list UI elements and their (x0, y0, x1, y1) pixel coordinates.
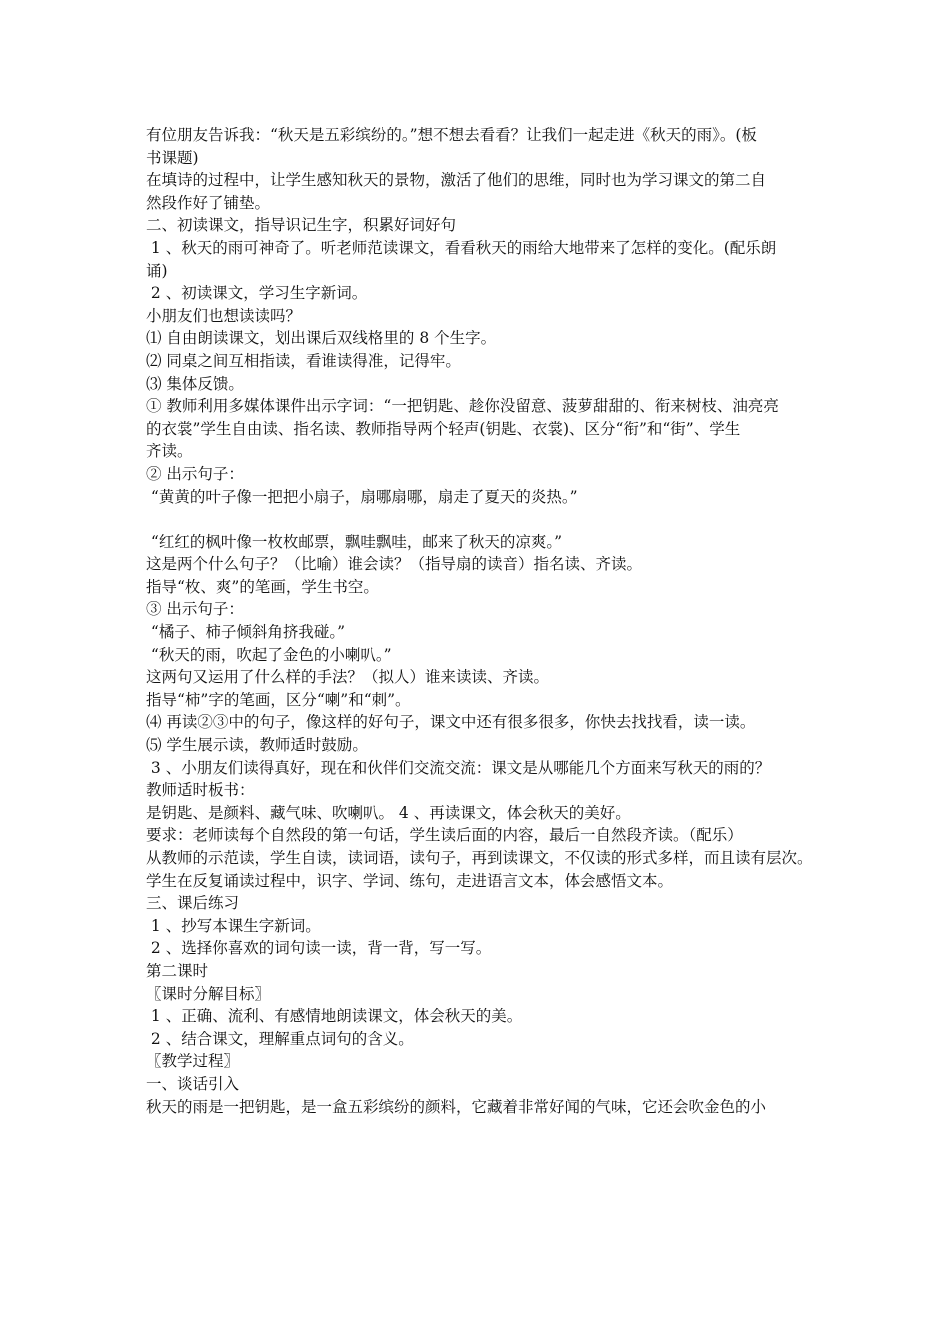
text-line: 是钥匙、是颜料、藏气味、吹喇叭。 4 、再读课文，体会秋天的美好。 (146, 803, 631, 822)
section-heading: 一、谈话引入 (146, 1074, 240, 1093)
quoted-sentence: “橘子、柿子倾斜角挤我碰。” (146, 623, 346, 642)
text-line: 小朋友们也想读读吗？ (146, 306, 302, 325)
text-line: 齐读。 (146, 442, 193, 461)
text-line: ⑸ 学生展示读，教师适时鼓励。 (146, 736, 368, 755)
section-heading: 〖教学过程〗 (146, 1052, 240, 1071)
text-line: 从教师的示范读，学生自读，读词语，读句子，再到读课文，不仅读的形式多样，而且读有层次。 (146, 849, 813, 867)
text-line: 要求：老师读每个自然段的第一句话，学生读后面的内容，最后一自然段齐读。（配乐） (146, 826, 743, 845)
section-heading: 二、初读课文，指导识记生字，积累好词好句 (146, 216, 457, 235)
text-line: 这两句又运用了什么样的手法？（拟人）谁来读读、齐读。 (146, 668, 550, 687)
quoted-sentence: “红红的枫叶像一枚枚邮票，飘哇飘哇，邮来了秋天的凉爽。” (146, 532, 563, 551)
text-line: ⑴ 自由朗读课文，划出课后双线格里的 8 个生字。 (146, 329, 497, 348)
text-line: 诵) (146, 261, 168, 280)
text-line: 1 、抄写本课生字新词。 (146, 916, 321, 935)
section-heading: 三、课后练习 (146, 894, 240, 913)
section-heading: 〖课时分解目标〗 (146, 984, 271, 1003)
text-line: ② 出示句子： (146, 464, 244, 483)
text-line: 1 、正确、流利、有感情地朗读课文，体会秋天的美。 (146, 1007, 523, 1026)
text-line: 这是两个什么句子？（比喻）谁会读？（指导扇的读音）指名读、齐读。 (146, 555, 643, 574)
section-heading: 第二课时 (146, 961, 209, 980)
text-line: ⑵ 同桌之间互相指读，看谁读得准，记得牢。 (146, 351, 461, 370)
text-line: 指导“柿”字的笔画，区分“喇”和“刺”。 (146, 690, 411, 709)
text-line: 学生在反复诵读过程中，识字、学词、练句，走进语言文本，体会感悟文本。 (146, 871, 674, 890)
text-line: 教师适时板书： (146, 781, 255, 800)
text-line: ③ 出示句子： (146, 600, 244, 619)
text-line: 2 、选择你喜欢的词句读一读，背一背，写一写。 (146, 939, 492, 958)
quoted-sentence: “秋天的雨，吹起了金色的小喇叭。” (146, 645, 392, 664)
text-line: 秋天的雨是一把钥匙，是一盒五彩缤纷的颜料，它藏着非常好闻的气味，它还会吹金色的小 (146, 1097, 767, 1116)
text-line: 2 、初读课文，学习生字新词。 (146, 284, 368, 303)
text-line: 书课题) (146, 148, 199, 167)
document-body (146, 124, 816, 1118)
text-line: 的衣裳”学生自由读、指名读、教师指导两个轻声(钥匙、衣裳)、区分“衔”和“街”、学生 (146, 419, 741, 438)
text-line: 有位朋友告诉我：“秋天是五彩缤纷的。”想不想去看看？让我们一起走进《秋天的雨》。(板 (146, 126, 757, 144)
text-line: ① 教师利用多媒体课件出示字词：“一把钥匙、趁你没留意、菠萝甜甜的、衔来树枝、油亮亮 (146, 397, 779, 416)
quoted-sentence: “黄黄的叶子像一把把小扇子，扇哪扇哪，扇走了夏天的炎热。” (146, 487, 578, 506)
text-line: ⑷ 再读②③中的句子，像这样的好句子，课文中还有很多很多，你快去找找看，读一读。 (146, 713, 756, 732)
text-line: ⑶ 集体反馈。 (146, 374, 244, 393)
text-line: 3 、小朋友们读得真好，现在和伙伴们交流交流：课文是从哪能几个方面来写秋天的雨的？ (146, 758, 771, 777)
text-line: 在填诗的过程中，让学生感知秋天的景物，激活了他们的思维，同时也为学习课文的第二自 (146, 171, 767, 190)
text-line: 2 、结合课文，理解重点词句的含义。 (146, 1029, 414, 1048)
text-line: 然段作好了铺垫。 (146, 193, 271, 212)
text-line: 1 、秋天的雨可神奇了。听老师范读课文，看看秋天的雨给大地带来了怎样的变化。(配乐朗 (146, 238, 777, 257)
text-line: 指导“枚、爽”的笔画，学生书空。 (146, 577, 379, 596)
blank-line (146, 508, 816, 531)
